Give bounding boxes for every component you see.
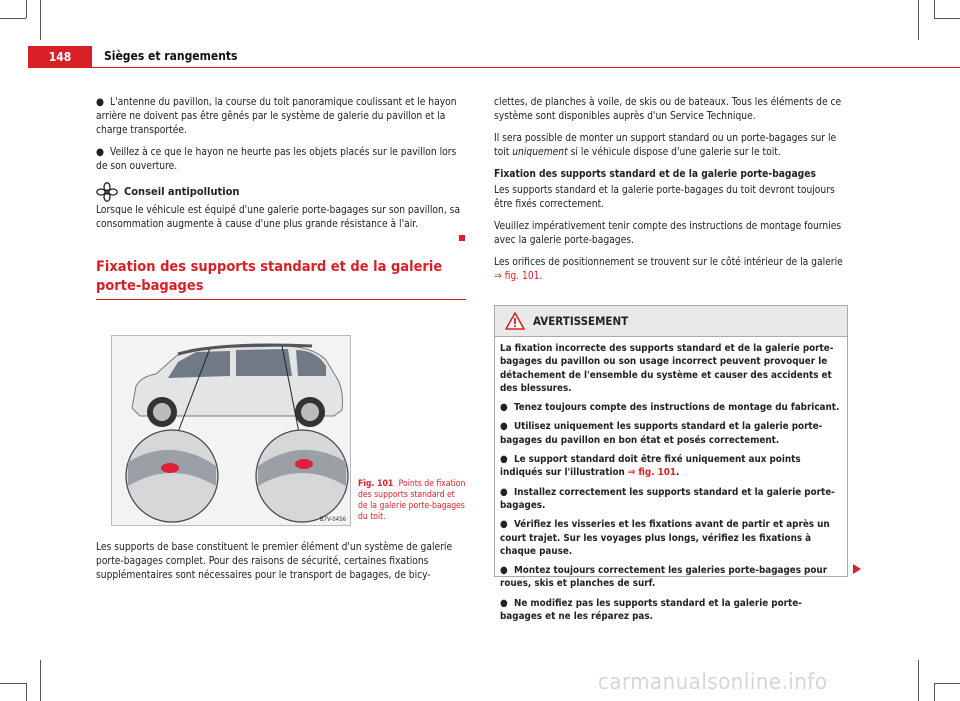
warning-item-text: Le support standard doit être fixé uniquement aux points indiqués sur l'illustration (500, 454, 801, 479)
continue-arrow-icon (852, 563, 862, 575)
warning-item-text: Vérifiez les visseries et les fixations avant de partir et après un court trajet. Sur les voyages plus longs, vérifiez les fixations à chaque pause. (500, 519, 830, 557)
body-paragraph: Les supports standard et la galerie porte-bagages du toit devront toujours être fixés correctement. (494, 185, 835, 210)
warning-header (495, 306, 847, 337)
bullet-icon: ● (96, 97, 104, 108)
figure-caption (358, 479, 466, 523)
crop-mark (40, 660, 41, 701)
bullet-icon: ● (500, 402, 508, 414)
figure-label: Fig. 101 (358, 479, 394, 489)
warning-item (500, 420, 842, 447)
warning-item-text: Utilisez uniquement les supports standard et la galerie porte-bagages du pavillon en bon état et posés correctement. (500, 421, 823, 446)
warning-item-text: Ne modifiez pas les supports standard et la galerie porte-bagages et ne les réparez pas. (500, 597, 802, 623)
header-divider (92, 67, 960, 68)
figure-code: B7V-0456 (319, 516, 346, 523)
bullet-text: Veillez à ce que le hayon ne heurte pas les objets placés sur le pavillon lors de son ouverture. (96, 147, 457, 172)
crop-mark (934, 683, 935, 701)
text-span: Les orifices de positionnement se trouvent sur le côté intérieur de la galerie (494, 257, 843, 268)
car-roof-illustration (112, 336, 350, 525)
body-paragraph: clettes, de planches à voile, de skis ou de bateaux. Tous les éléments de ce système sont disponibles auprès d'un Service Technique. (494, 97, 842, 122)
warning-item (500, 518, 842, 558)
text-span: . (539, 271, 543, 282)
warning-item (500, 597, 842, 624)
warning-item-text: Installez correctement les supports standard et la galerie porte-bagages. (500, 486, 835, 511)
figure-link[interactable]: ⇒ fig. 101 (627, 467, 676, 479)
warning-box (494, 305, 848, 623)
crop-mark (918, 660, 919, 701)
body-paragraph: Les supports de base constituent le premier élément d'un système de galerie porte-bagages complet. Pour des raisons de sécurité, certaines fixations supplémentaires sont nécessaires pour le transport de bagages, de bicy- (96, 542, 453, 581)
bullet-icon: ● (96, 147, 104, 158)
body-paragraph: Veuillez impérativement tenir compte des instructions de montage fournies avec la galerie porte-bagages. (494, 221, 842, 246)
text-span: si le véhicule dispose d'une galerie sur le toit. (567, 147, 781, 158)
left-column (96, 96, 466, 310)
bullet-icon: ● (500, 421, 508, 433)
crop-mark (0, 683, 26, 684)
bullet-icon: ● (500, 486, 508, 498)
bullet-item (96, 146, 466, 174)
bullet-icon: ● (500, 565, 508, 577)
figure-caption-text: Points de fixation des supports standard et de la galerie porte-bagages du toit. (358, 479, 466, 522)
bullet-text: L'antenne du pavillon, la course du toit panoramique coulissant et le hayon arrière ne doivent pas être gênés par le système de galerie du pavillon et la charge transportée. (96, 97, 457, 136)
warning-item-text: Montez toujours correctement les galeries porte-bagages pour roues, skis et planches de surf. (500, 565, 828, 590)
end-of-section-marker (459, 235, 465, 241)
body-paragraph (494, 132, 846, 160)
warning-item (500, 401, 842, 414)
warning-triangle-icon (505, 312, 525, 330)
text-span: Il sera possible de monter un support standard ou un porte-bagages sur le toit (494, 133, 837, 158)
figure-101 (111, 335, 351, 526)
warning-body (495, 337, 847, 623)
bullet-icon: ● (500, 454, 508, 466)
tip-title: Conseil antipollution (124, 185, 240, 198)
warning-intro: La fixation incorrecte des supports standard et de la galerie porte-bagages du pavillon ou son usage incorrect peuvent provoquer le détachement de l'ensemble du système et causer des accidents et des blessures. (500, 343, 834, 394)
crop-mark (934, 683, 960, 684)
bullet-icon: ● (500, 597, 508, 609)
page-header (0, 0, 960, 70)
section-title: Fixation des supports standard et de la galerie porte-bagages (96, 258, 466, 300)
tip-heading (96, 182, 466, 202)
warning-title: AVERTISSEMENT (533, 314, 629, 328)
bullet-item (96, 96, 466, 138)
warning-item (500, 564, 842, 591)
emphasis-text: uniquement (512, 147, 568, 158)
warning-item-text: Tenez toujours compte des instructions de montage du fabricant. (514, 402, 840, 414)
watermark: carmanualsonline.info (598, 670, 828, 695)
page-title: Sièges et rangements (104, 49, 238, 63)
warning-item: ● Le support standard doit être fixé uniquement aux points indiqués sur l'illustration ⇒ fig. 101. (500, 454, 801, 479)
right-column (494, 96, 846, 292)
bullet-icon: ● (500, 519, 508, 531)
body-paragraph (494, 256, 846, 284)
figure-link[interactable]: ⇒ fig. 101 (494, 271, 540, 282)
subheading: Fixation des supports standard et de la galerie porte-bagages (494, 169, 816, 180)
flower-icon (96, 182, 118, 202)
tip-text: Lorsque le véhicule est équipé d'une galerie porte-bagages sur son pavillon, sa consommation augmente à cause d'une plus grande résistance à l'air. (96, 205, 461, 230)
warning-item (500, 486, 842, 513)
crop-mark (26, 683, 27, 701)
page-number: 148 (28, 46, 92, 68)
